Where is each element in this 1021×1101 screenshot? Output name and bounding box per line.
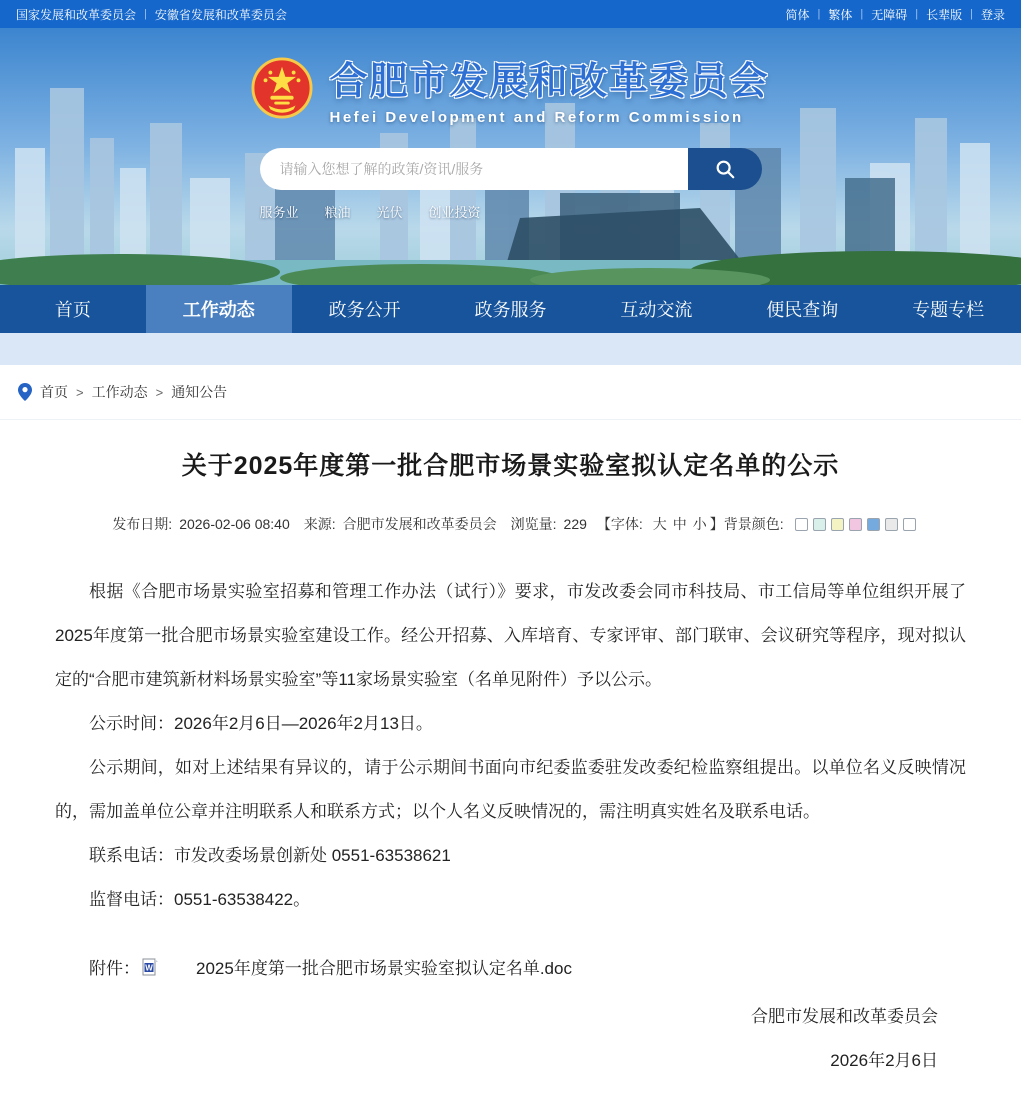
bg-swatch-mint[interactable] — [813, 518, 826, 531]
main-navigation — [0, 285, 1021, 333]
article-signature — [55, 995, 966, 1083]
topbar-separator: | — [817, 8, 821, 20]
views-label: 浏览量: — [510, 516, 557, 532]
search-input[interactable] — [260, 148, 688, 190]
header-banner — [0, 28, 1021, 285]
topbar-separator: | — [144, 8, 147, 20]
bg-swatch-blue[interactable] — [867, 518, 880, 531]
attachment-label: 附件： — [89, 959, 140, 978]
nav-sub-strip — [0, 333, 1021, 365]
topbar-separator: | — [915, 8, 919, 20]
search-button[interactable] — [688, 148, 762, 190]
paragraph-supervision-phone: 监督电话：0551-63538422。 — [89, 890, 311, 909]
publish-date-value: 2026-02-06 08:40 — [179, 516, 290, 532]
hotword-grain-oil[interactable]: 粮油 — [324, 205, 351, 220]
link-login[interactable]: 登录 — [980, 7, 1005, 22]
article-meta-bar — [55, 514, 966, 534]
site-title: 合肥市发展和改革委员会 — [329, 61, 770, 103]
link-traditional[interactable]: 繁体 — [828, 7, 853, 22]
breadcrumb-separator: > — [155, 384, 164, 400]
bg-swatch-white[interactable] — [795, 518, 808, 531]
attachment-link[interactable]: 2025年度第一批合肥市场景实验室拟认定名单.doc — [196, 959, 572, 978]
link-accessibility[interactable]: 无障碍 — [871, 7, 908, 22]
signature-date: 2026年2月6日 — [830, 1051, 938, 1070]
breadcrumb — [0, 365, 1021, 420]
site-title-block — [329, 50, 769, 126]
breadcrumb-separator: > — [76, 384, 84, 400]
search-bar — [260, 148, 762, 190]
hotword-service-industry[interactable]: 服务业 — [259, 205, 299, 220]
source-label: 来源: — [303, 516, 336, 532]
font-size-medium-button[interactable]: 中 — [672, 516, 687, 532]
site-subtitle: Hefei Development and Reform Commission — [329, 109, 744, 126]
paragraph-basis: 根据《合肥市场景实验室招募和管理工作办法（试行）》要求，市发改委会同市科技局、市工信局等单位组织开展了2025年度第一批合肥市场景实验室建设工作。经公开招募、入库培育、专家评审、部门联审、会议研究等程序，现对拟认定的“合肥市建筑新材料场景实验室”等11家场景实验室（名单见附件）予以公示。 — [55, 582, 966, 689]
bg-swatch-gray[interactable] — [885, 518, 898, 531]
signature-org: 合肥市发展和改革委员会 — [751, 1007, 938, 1026]
breadcrumb-notices[interactable]: 通知公告 — [171, 384, 228, 400]
nav-convenience-query[interactable]: 便民查询 — [766, 300, 839, 320]
breadcrumb-home[interactable]: 首页 — [40, 384, 68, 400]
national-emblem-logo — [251, 57, 313, 119]
bg-color-label: 背景颜色: — [723, 516, 784, 532]
paragraph-contact-phone: 联系电话：市发改委场景创新处 0551-63538621 — [89, 846, 451, 865]
attachment-row — [55, 954, 966, 979]
nav-home[interactable]: 首页 — [54, 300, 91, 320]
link-anhui-ndrc[interactable]: 安徽省发展和改革委员会 — [154, 7, 287, 22]
bg-color-swatches — [790, 518, 916, 531]
bg-swatch-white-2[interactable] — [903, 518, 916, 531]
hot-search-words — [260, 202, 762, 221]
font-size-large-button[interactable]: 大 — [652, 516, 667, 532]
breadcrumb-work-dynamics[interactable]: 工作动态 — [91, 384, 148, 400]
nav-special-topics[interactable]: 专题专栏 — [912, 300, 985, 320]
location-pin-icon — [18, 383, 32, 401]
paragraph-objection: 公示期间，如对上述结果有异议的，请于公示期间书面向市纪委监委驻发改委纪检监察组提出。以单位名义反映情况的，需加盖单位公章并注明联系人和联系方式；以个人名义反映情况的，需注明真实姓名及联系电话。 — [55, 758, 966, 821]
article-title: 关于2025年度第一批合肥市场景实验室拟认定名单的公示 — [181, 452, 840, 480]
search-icon — [714, 158, 736, 180]
font-size-suffix: 】 — [709, 516, 724, 532]
article-container — [0, 420, 1021, 1083]
nav-government-services[interactable]: 政务服务 — [474, 300, 547, 320]
views-value: 229 — [563, 516, 587, 532]
topbar-separator: | — [860, 8, 864, 20]
font-size-small-button[interactable]: 小 — [692, 516, 707, 532]
link-elderly-version[interactable]: 长辈版 — [926, 7, 963, 22]
bg-swatch-yellow[interactable] — [831, 518, 844, 531]
topbar-separator: | — [970, 8, 973, 20]
topbar-right-links — [785, 6, 1005, 23]
bg-swatch-pink[interactable] — [849, 518, 862, 531]
site-brand — [0, 28, 1021, 126]
link-simplified[interactable]: 简体 — [785, 7, 810, 22]
hotword-photovoltaic[interactable]: 光伏 — [376, 205, 403, 220]
source-value: 合肥市发展和改革委员会 — [342, 516, 497, 532]
word-document-icon — [142, 958, 158, 976]
topbar-left-links — [16, 6, 287, 23]
nav-interaction[interactable]: 互动交流 — [620, 300, 693, 320]
hotword-venture-investment[interactable]: 创业投资 — [428, 205, 481, 220]
top-utility-bar — [0, 0, 1021, 28]
article-body — [55, 570, 966, 922]
publish-date-label: 发布日期: — [112, 516, 173, 532]
font-size-prefix: 【字体: — [596, 516, 643, 532]
nav-government-disclosure[interactable]: 政务公开 — [328, 300, 401, 320]
svg-text:W: W — [145, 962, 153, 972]
nav-work-dynamics[interactable]: 工作动态 — [146, 285, 292, 333]
paragraph-publicity-period: 公示时间：2026年2月6日—2026年2月13日。 — [89, 714, 433, 733]
link-national-ndrc[interactable]: 国家发展和改革委员会 — [16, 7, 137, 22]
